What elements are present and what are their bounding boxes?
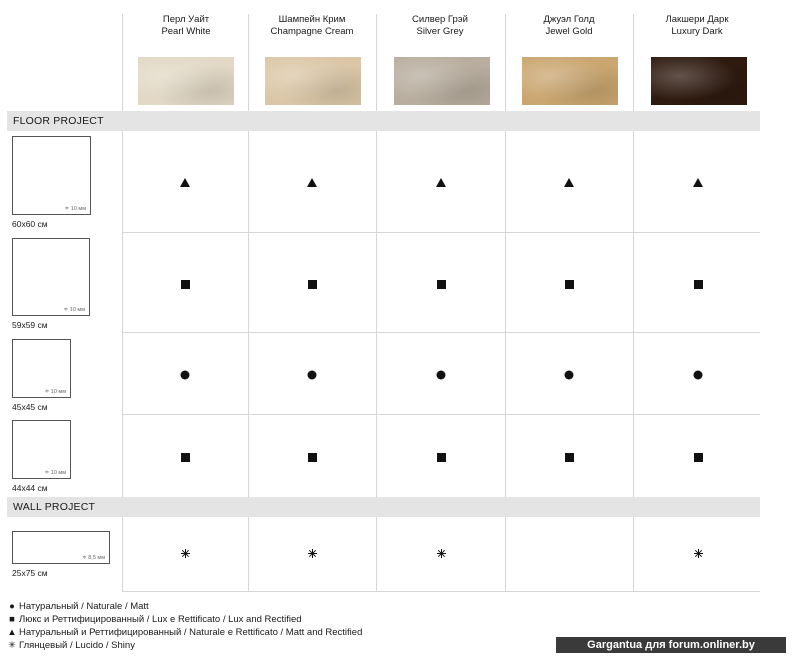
grid-line (122, 232, 760, 233)
column-header-pearl-white: Перл Уайт Pearl White (161, 14, 211, 37)
triangle-icon (563, 176, 575, 188)
triangle-icon (435, 176, 447, 188)
star-icon: ✳ (8, 640, 16, 651)
tile-45x45 (12, 339, 71, 398)
column-header-champagne-cream: Шампейн Крим Champagne Cream (270, 14, 354, 37)
tile-59x59 (12, 238, 90, 316)
circle-icon (692, 369, 704, 381)
square-icon (435, 278, 447, 290)
wall-project-bar (7, 497, 760, 517)
triangle-icon (179, 176, 191, 188)
star-icon (692, 547, 704, 559)
star-icon (306, 547, 318, 559)
column-header-luxury-dark: Лакшери Дарк Luxury Dark (665, 14, 729, 37)
square-icon: ■ (9, 614, 15, 625)
wall-project-label: WALL PROJECT (13, 501, 96, 513)
triangle-icon (692, 176, 704, 188)
legend-item-matt-rectified: ▲ Натуральный и Реттифицированный / Naturale e Rettificato / Matt and Rectified (7, 627, 363, 638)
column-header-silver-grey: Силвер Грэй Silver Grey (412, 14, 468, 37)
square-icon (692, 278, 704, 290)
column-header-jewel-gold: Джуэл Голд Jewel Gold (543, 14, 595, 37)
watermark: Gargantua для forum.onliner.by (556, 637, 786, 653)
square-icon (563, 451, 575, 463)
size-label-25x75: 25x75 см (12, 568, 48, 578)
square-icon (563, 278, 575, 290)
star-icon (435, 547, 447, 559)
tile-44x44 (12, 420, 71, 479)
thickness-label: ≑ 10 мм (63, 307, 85, 313)
thickness-label: ≑ 10 мм (64, 206, 86, 212)
square-icon (179, 451, 191, 463)
star-icon (179, 547, 191, 559)
legend-item-lux-rectified: ■ Люкс и Реттифицированный / Lux e Rettificato / Lux and Rectified (7, 613, 302, 626)
size-label-60x60: 60x60 см (12, 219, 48, 229)
square-icon (306, 278, 318, 290)
floor-project-label: FLOOR PROJECT (13, 115, 104, 127)
size-label-44x44: 44x44 см (12, 483, 48, 493)
size-label-59x59: 59x59 см (12, 320, 48, 330)
thickness-label: ≑ 8,5 мм (82, 555, 105, 561)
circle-icon: ● (9, 601, 15, 612)
circle-icon (179, 369, 191, 381)
thickness-label: ≑ 10 мм (44, 470, 66, 476)
legend-item-matt: ● Натуральный / Naturale / Matt (7, 600, 149, 613)
swatch-luxury-dark (651, 57, 747, 105)
swatch-jewel-gold (522, 57, 618, 105)
swatch-champagne-cream (265, 57, 361, 105)
square-icon (435, 451, 447, 463)
grid-line (122, 591, 760, 592)
square-icon (179, 278, 191, 290)
circle-icon (306, 369, 318, 381)
thickness-label: ≑ 10 мм (44, 389, 66, 395)
grid-line (122, 414, 760, 415)
grid-line (122, 332, 760, 333)
swatch-pearl-white (138, 57, 234, 105)
swatch-silver-grey (394, 57, 490, 105)
tile-25x75 (12, 531, 110, 564)
size-label-45x45: 45x45 см (12, 402, 48, 412)
square-icon (306, 451, 318, 463)
circle-icon (435, 369, 447, 381)
square-icon (692, 451, 704, 463)
legend-item-shiny: ✳ Глянцевый / Lucido / Shiny (8, 640, 135, 651)
floor-project-bar (7, 111, 760, 131)
tile-60x60 (12, 136, 91, 215)
circle-icon (563, 369, 575, 381)
triangle-icon (306, 176, 318, 188)
triangle-icon: ▲ (7, 627, 17, 638)
